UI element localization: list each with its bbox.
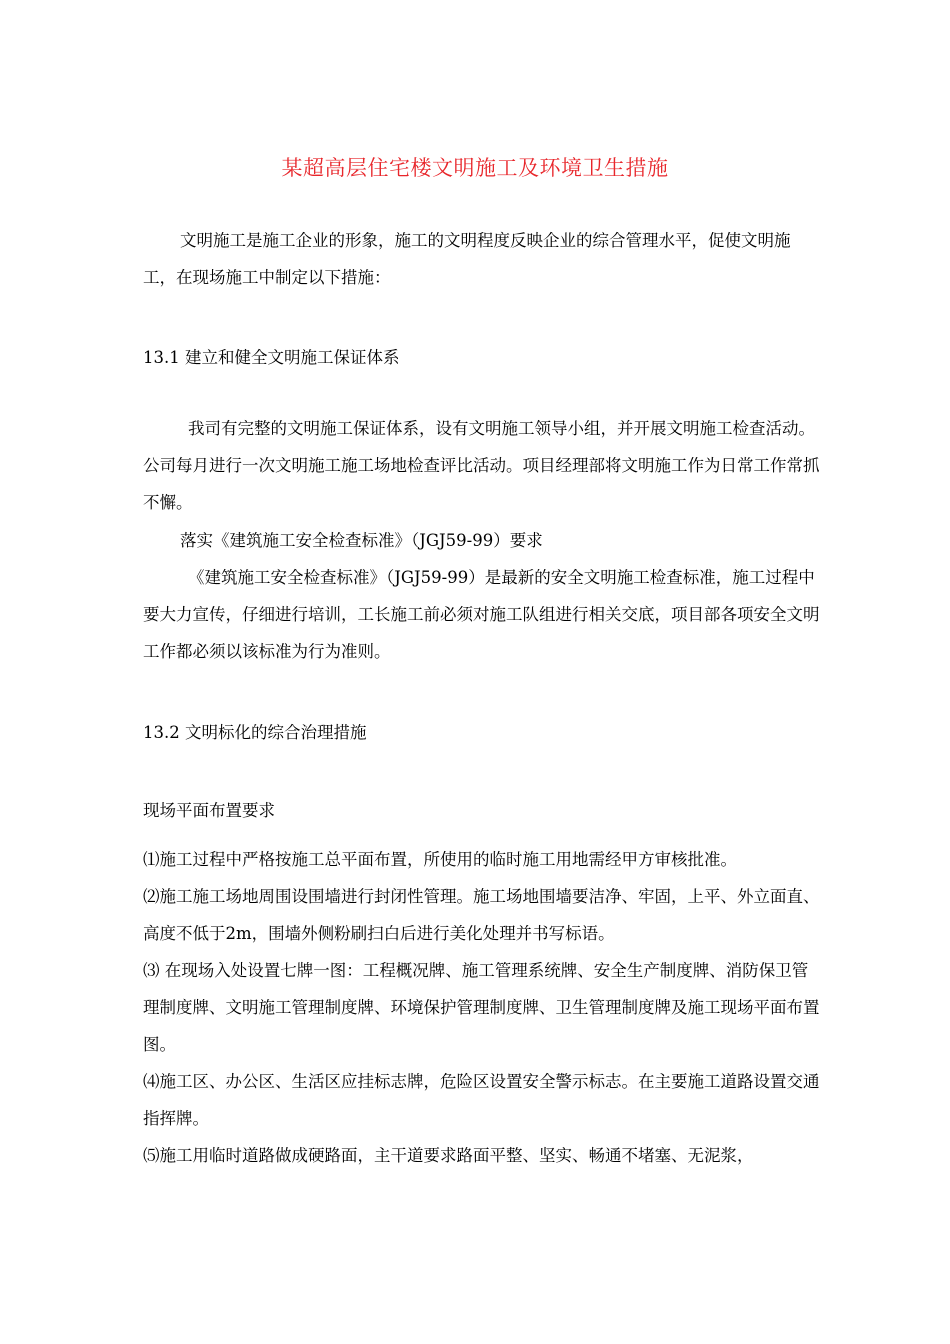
section-13-2-subheading: 现场平面布置要求 xyxy=(143,801,275,820)
document-title: 某超高层住宅楼文明施工及环境卫生措施 xyxy=(281,156,669,180)
list-item-2: ⑵施工施工场地周围设围墙进行封闭性管理。施工场地围墙要洁净、牢固，上平、外立面直、高度不低于2m，围墙外侧粉刷扫白后进行美化处理并书写标语。 xyxy=(143,887,820,943)
list-item-3: ⑶ 在现场入处设置七牌一图：工程概况牌、施工管理系统牌、安全生产制度牌、消防保卫管理制度牌、文明施工管理制度牌、环境保护管理制度牌、卫生管理制度牌及施工现场平面布置图。 xyxy=(143,961,820,1054)
section-13-1-paragraph-2: 落实《建筑施工安全检查标准》（JGJ59-99）要求 xyxy=(180,531,543,550)
section-13-2-heading: 13.2 文明标化的综合治理措施 xyxy=(143,723,367,742)
section-13-1-paragraph-1: 我司有完整的文明施工保证体系，设有文明施工领导小组，并开展文明施工检查活动。公司每月进行一次文明施工施工场地检查评比活动。项目经理部将文明施工作为日常工作常抓不懈。 xyxy=(143,419,820,512)
list-item-1: ⑴施工过程中严格按施工总平面布置，所使用的临时施工用地需经甲方审核批准。 xyxy=(143,850,737,869)
section-13-1-paragraph-3: 《建筑施工安全检查标准》（JGJ59-99）是最新的安全文明施工检查标准，施工过程中要大力宣传，仔细进行培训，工长施工前必须对施工队组进行相关交底，项目部各项安全文明工作都必须以该标准为行为准则。 xyxy=(143,568,820,661)
list-item-4: ⑷施工区、办公区、生活区应挂标志牌，危险区设置安全警示标志。在主要施工道路设置交通指挥牌。 xyxy=(143,1072,820,1128)
intro-paragraph: 文明施工是施工企业的形象，施工的文明程度反映企业的综合管理水平，促使文明施工，在现场施工中制定以下措施： xyxy=(143,231,791,287)
list-item-5: ⑸施工用临时道路做成硬路面，主干道要求路面平整、坚实、畅通不堵塞、无泥浆， xyxy=(143,1146,754,1165)
section-13-1-heading: 13.1 建立和健全文明施工保证体系 xyxy=(143,348,400,367)
